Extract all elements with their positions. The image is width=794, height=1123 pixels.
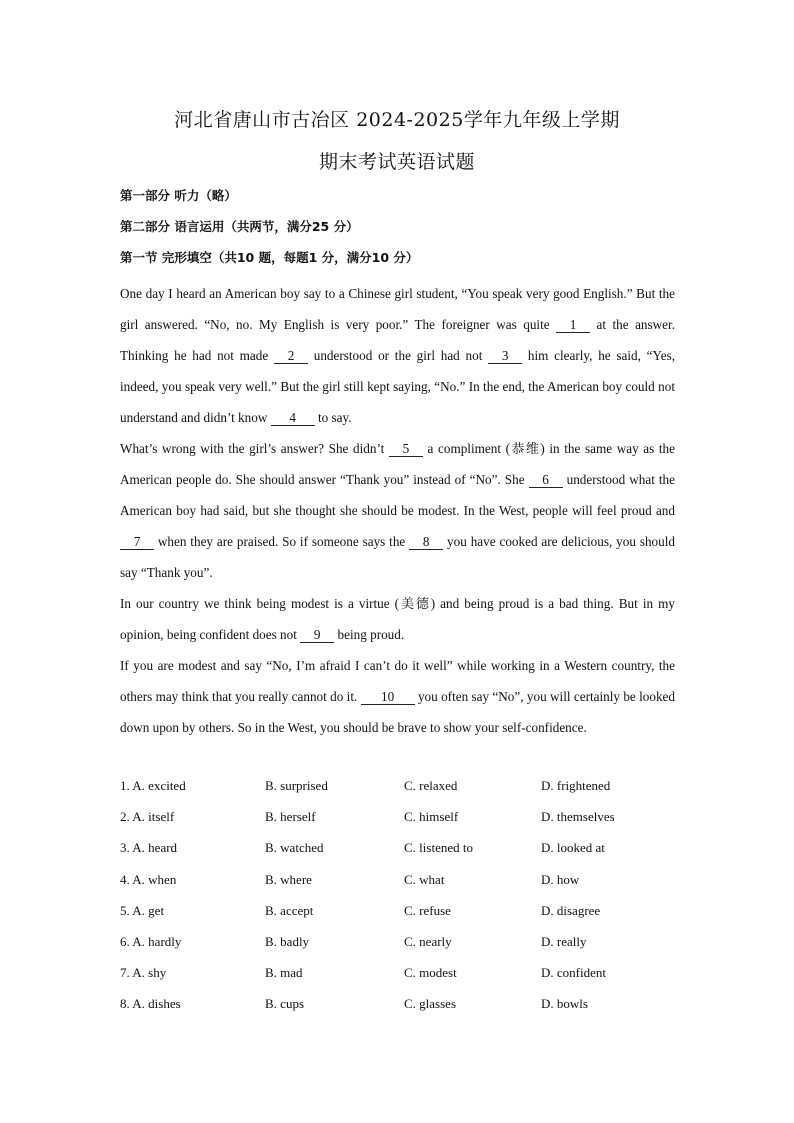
option-c: C. what: [404, 871, 445, 887]
option-c: C. nearly: [404, 933, 452, 949]
passage-text: to say.: [314, 410, 352, 425]
option-d: D. how: [541, 871, 580, 887]
option-a: 7. A. shy: [120, 965, 167, 981]
option-row-4: [120, 872, 680, 903]
option-row-6: [120, 934, 680, 965]
option-row-7: [120, 965, 680, 996]
cloze-passage: [120, 278, 675, 743]
option-b: B. where: [265, 871, 312, 887]
option-b: B. surprised: [265, 778, 328, 793]
passage-text: One day I heard an American boy say to a Chinese girl student, “You speak very good English.” But the girl answered. “No, no. My English is very poor.” The foreigner was quite: [120, 286, 675, 332]
option-c: C. glasses: [404, 996, 456, 1012]
passage-text: a compliment (恭维) in the same way as the American people do. She should answer “Thank you” instead of “No”. She: [120, 441, 675, 487]
option-row-2: [120, 809, 680, 840]
option-d: D. themselves: [541, 809, 615, 825]
passage-text: In our country we think being modest is a virtue (美德) and being proud is a bad thing. But in my opinion, being confident does not: [120, 596, 675, 642]
answer-options: [120, 778, 680, 1028]
blank-10: 10: [361, 689, 415, 705]
option-b: B. cups: [265, 996, 304, 1012]
option-d: D. confident: [541, 965, 606, 981]
blank-9: 9: [300, 627, 334, 643]
passage-text: you often say “No”, you will certainly be looked down upon by others. So in the West, you should be brave to show your self-confidence.: [120, 689, 675, 735]
passage-paragraph-2: [120, 433, 675, 588]
passage-text: understood or the girl had not: [307, 348, 489, 363]
option-c: C. listened to: [404, 840, 473, 856]
option-c: C. himself: [404, 809, 459, 825]
option-d: D. bowls: [541, 996, 588, 1012]
blank-7: 7: [120, 534, 154, 550]
passage-paragraph-3: [120, 588, 675, 650]
exam-title-line2: 期末考试英语试题: [318, 151, 475, 173]
passage-text: If you are modest and say “No, I’m afraid I can’t do it well” while working in a Western country, the others may think that you really cannot do it.: [120, 658, 675, 704]
passage-text: him clearly, he said, “Yes, indeed, you speak very well.” But the girl still kept saying, “No.” In the end, the American boy could not understand and didn’t know: [120, 348, 676, 425]
option-d: D. really: [541, 933, 587, 949]
exam-title-line1: 河北省唐山市古冶区 2024-2025学年九年级上学期: [174, 109, 620, 131]
blank-4: 4: [271, 410, 315, 426]
blank-8: 8: [409, 534, 443, 550]
option-d: D. frightened: [541, 778, 611, 793]
option-b: B. watched: [265, 840, 324, 856]
option-c: C. modest: [404, 965, 457, 981]
part2-heading: 第二部分 语言运用（共两节，满分25 分）: [120, 219, 359, 234]
passage-paragraph-4: [120, 650, 675, 743]
option-b: B. badly: [265, 933, 310, 949]
option-a: 6. A. hardly: [120, 933, 182, 949]
blank-2: 2: [274, 348, 308, 364]
option-d: D. looked at: [541, 840, 605, 856]
passage-text: What’s wrong with the girl’s answer? She didn’t: [120, 441, 389, 456]
option-b: B. mad: [265, 965, 303, 981]
passage-text: at the answer. Thinking he had not made: [120, 317, 675, 363]
blank-6: 6: [529, 472, 563, 488]
passage-text: being proud.: [334, 627, 405, 642]
option-a: 8. A. dishes: [120, 996, 181, 1012]
option-b: B. accept: [265, 902, 314, 918]
option-a: 4. A. when: [120, 871, 177, 887]
passage-text: understood what the American boy had said, but she thought she should be modest. In the West, people will feel proud and: [120, 472, 675, 518]
option-b: B. herself: [265, 809, 316, 825]
option-d: D. disagree: [541, 902, 601, 918]
option-a: 1. A. excited: [120, 778, 186, 793]
passage-paragraph-1: [120, 278, 675, 433]
option-row-1: [120, 778, 680, 809]
passage-text: you have cooked are delicious, you should say “Thank you”.: [120, 534, 675, 580]
blank-1: 1: [556, 317, 590, 333]
option-a: 5. A. get: [120, 902, 165, 918]
option-c: C. refuse: [404, 902, 451, 918]
blank-5: 5: [389, 441, 423, 457]
blank-3: 3: [488, 348, 522, 364]
part1-heading: 第一部分 听力（略）: [120, 188, 237, 203]
section1-heading: 第一节 完形填空（共10 题，每题1 分，满分10 分）: [120, 250, 419, 265]
passage-text: when they are praised. So if someone says the: [154, 534, 410, 549]
option-c: C. relaxed: [404, 778, 458, 793]
option-row-3: [120, 840, 680, 871]
option-row-5: [120, 903, 680, 934]
option-a: 3. A. heard: [120, 840, 178, 856]
option-row-8: [120, 996, 680, 1027]
option-a: 2. A. itself: [120, 809, 175, 825]
